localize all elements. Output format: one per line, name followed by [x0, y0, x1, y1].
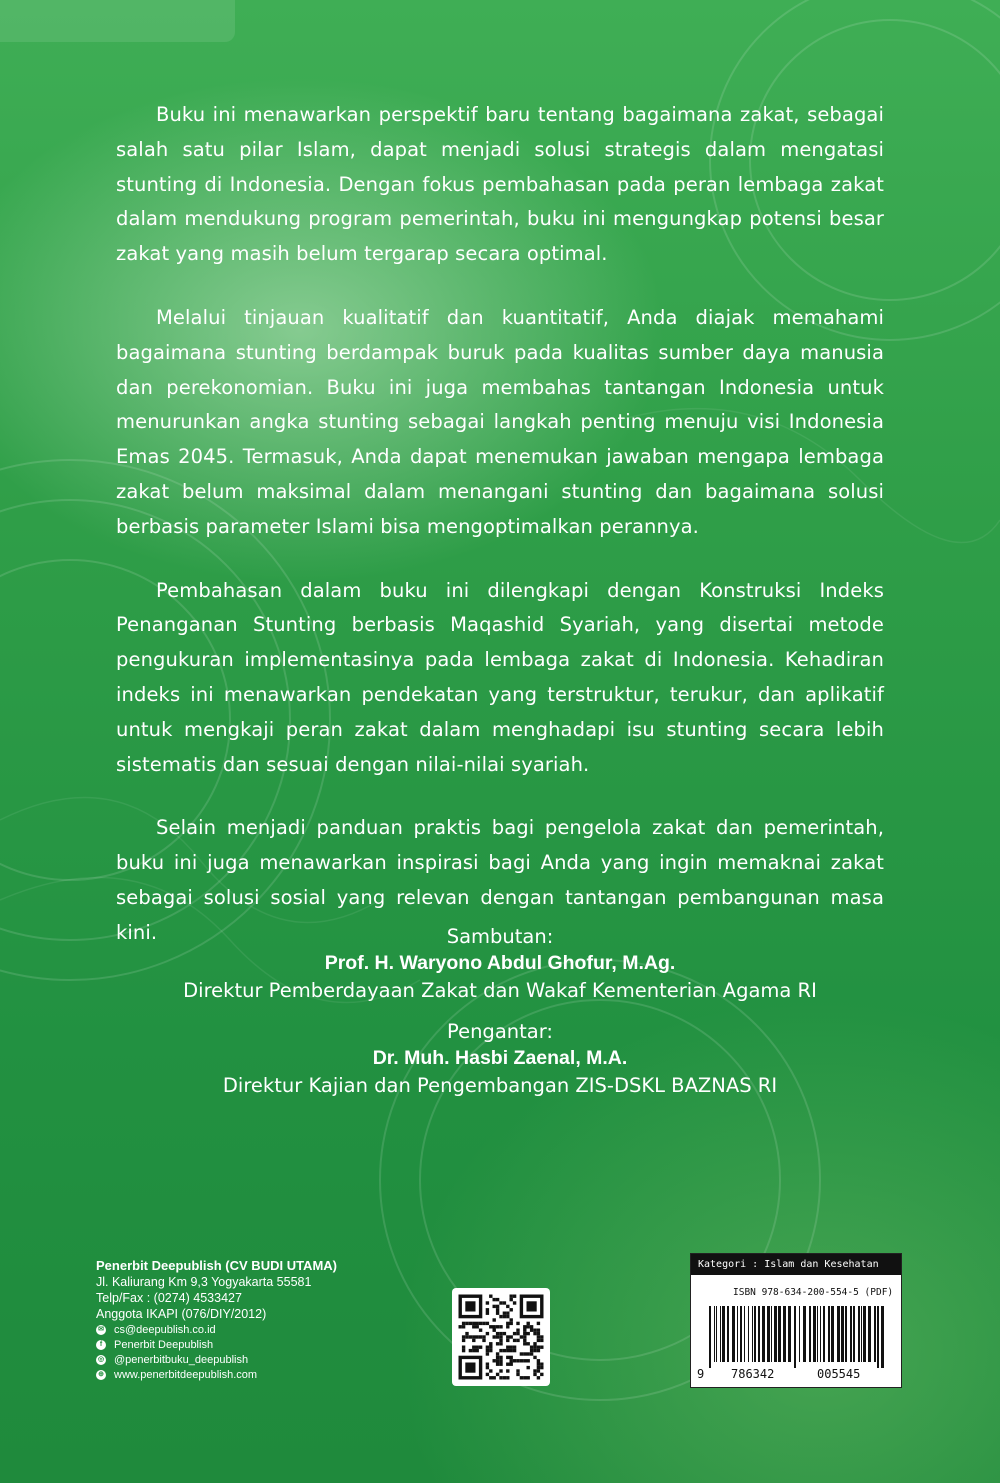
contact-instagram: [96, 1352, 337, 1367]
facebook-icon: f: [96, 1340, 106, 1350]
publisher-ikapi: Anggota IKAPI (076/DIY/2012): [96, 1307, 267, 1321]
instagram-icon: ◎: [97, 1355, 105, 1363]
instagram-text: @penerbitbuku_deepublish: [114, 1353, 249, 1366]
mail-icon: ✉: [96, 1325, 106, 1335]
sambutan-name: Prof. H. Waryono Abdul Ghofur, M.Ag.: [324, 952, 676, 974]
pengantar-role: Direktur Kajian dan Pengembangan ZIS-DSKL BAZNAS RI: [222, 1074, 778, 1097]
website-text: www.penerbitdeepublish.com: [114, 1368, 258, 1381]
pengantar-label: Pengantar:: [447, 1020, 553, 1043]
facebook-text: Penerbit Deepublish: [114, 1338, 214, 1351]
decorative-corner: [0, 0, 235, 42]
synopsis-paragraph-4: Selain menjadi panduan praktis bagi pengelola zakat dan pemerintah, buku ini juga menawarkan inspirasi bagi Anda yang ingin memaknai zakat sebagai solusi sosial yang relevan dengan tantangan pembangunan masa kini.: [116, 816, 884, 944]
sambutan-label: Sambutan:: [446, 925, 554, 948]
synopsis-paragraph-3: Pembahasan dalam buku ini dilengkapi dengan Konstruksi Indeks Penanganan Stunting berbasis Maqashid Syariah, yang disertai metode pengukuran implementasinya pada lembaga zakat di Indonesia. Kehadiran indeks ini menawarkan pendekatan yang terstruktur, terukur, dan aplikatif untuk mengkaji peran zakat dalam menghadapi isu stunting secara lebih sistematis dan sesuai dengan nilai-nilai syariah.: [116, 578, 884, 776]
synopsis: [116, 98, 884, 980]
contact-email: [96, 1322, 337, 1337]
pengantar-name: Dr. Muh. Hasbi Zaenal, M.A.: [372, 1047, 628, 1069]
publisher-address: Jl. Kaliurang Km 9,3 Yogyakarta 55581: [96, 1275, 312, 1289]
barcode-digits-left: 786342: [731, 1367, 775, 1381]
sambutan-block: [0, 923, 1000, 1004]
barcode-digit-first: 9: [697, 1367, 705, 1381]
globe-icon: ⊕: [96, 1370, 106, 1380]
barcode-digits-right: 005545: [817, 1367, 861, 1381]
synopsis-paragraph-1: Buku ini menawarkan perspektif baru tentang bagaimana zakat, sebagai salah satu pilar Islam, dapat menjadi solusi strategis dalam mengatasi stunting di Indonesia. Dengan fokus pembahasan pada peran lembaga zakat dalam mendukung program pemerintah, buku ini mengungkap potensi besar zakat yang masih belum tergarap secara optimal.: [116, 103, 884, 266]
publisher-name: Penerbit Deepublish (CV BUDI UTAMA): [96, 1258, 337, 1273]
qr-code: [452, 1288, 550, 1386]
pengantar-block: [0, 1018, 1000, 1099]
contact-facebook: [96, 1337, 337, 1352]
qr-code-graphic: [452, 1288, 550, 1386]
isbn-barcode-box: [690, 1253, 902, 1388]
isbn-text: ISBN 978-634-200-554-5 (PDF): [733, 1287, 894, 1298]
sambutan-role: Direktur Pemberdayaan Zakat dan Wakaf Kementerian Agama RI: [183, 979, 817, 1002]
barcode-graphic: [707, 1306, 887, 1368]
category-label: Kategori : Islam dan Kesehatan: [691, 1254, 901, 1275]
synopsis-paragraph-2: Melalui tinjauan kualitatif dan kuantitatif, Anda diajak memahami bagaimana stunting berdampak buruk pada kualitas sumber daya manusia dan perekonomian. Buku ini juga membahas tantangan Indonesia untuk menurunkan angka stunting sebagai langkah penting menuju visi Indonesia Emas 2045. Termasuk, Anda dapat menemukan jawaban mengapa lembaga zakat belum maksimal dalam menangani stunting dan bagaimana solusi berbasis parameter Islami bisa mengoptimalkan perannya.: [116, 305, 884, 538]
email-text: cs@deepublish.co.id: [114, 1323, 216, 1336]
contact-website: [96, 1367, 337, 1382]
publisher-info: [96, 1258, 337, 1382]
publisher-phone: Telp/Fax : (0274) 4533427: [96, 1291, 242, 1305]
